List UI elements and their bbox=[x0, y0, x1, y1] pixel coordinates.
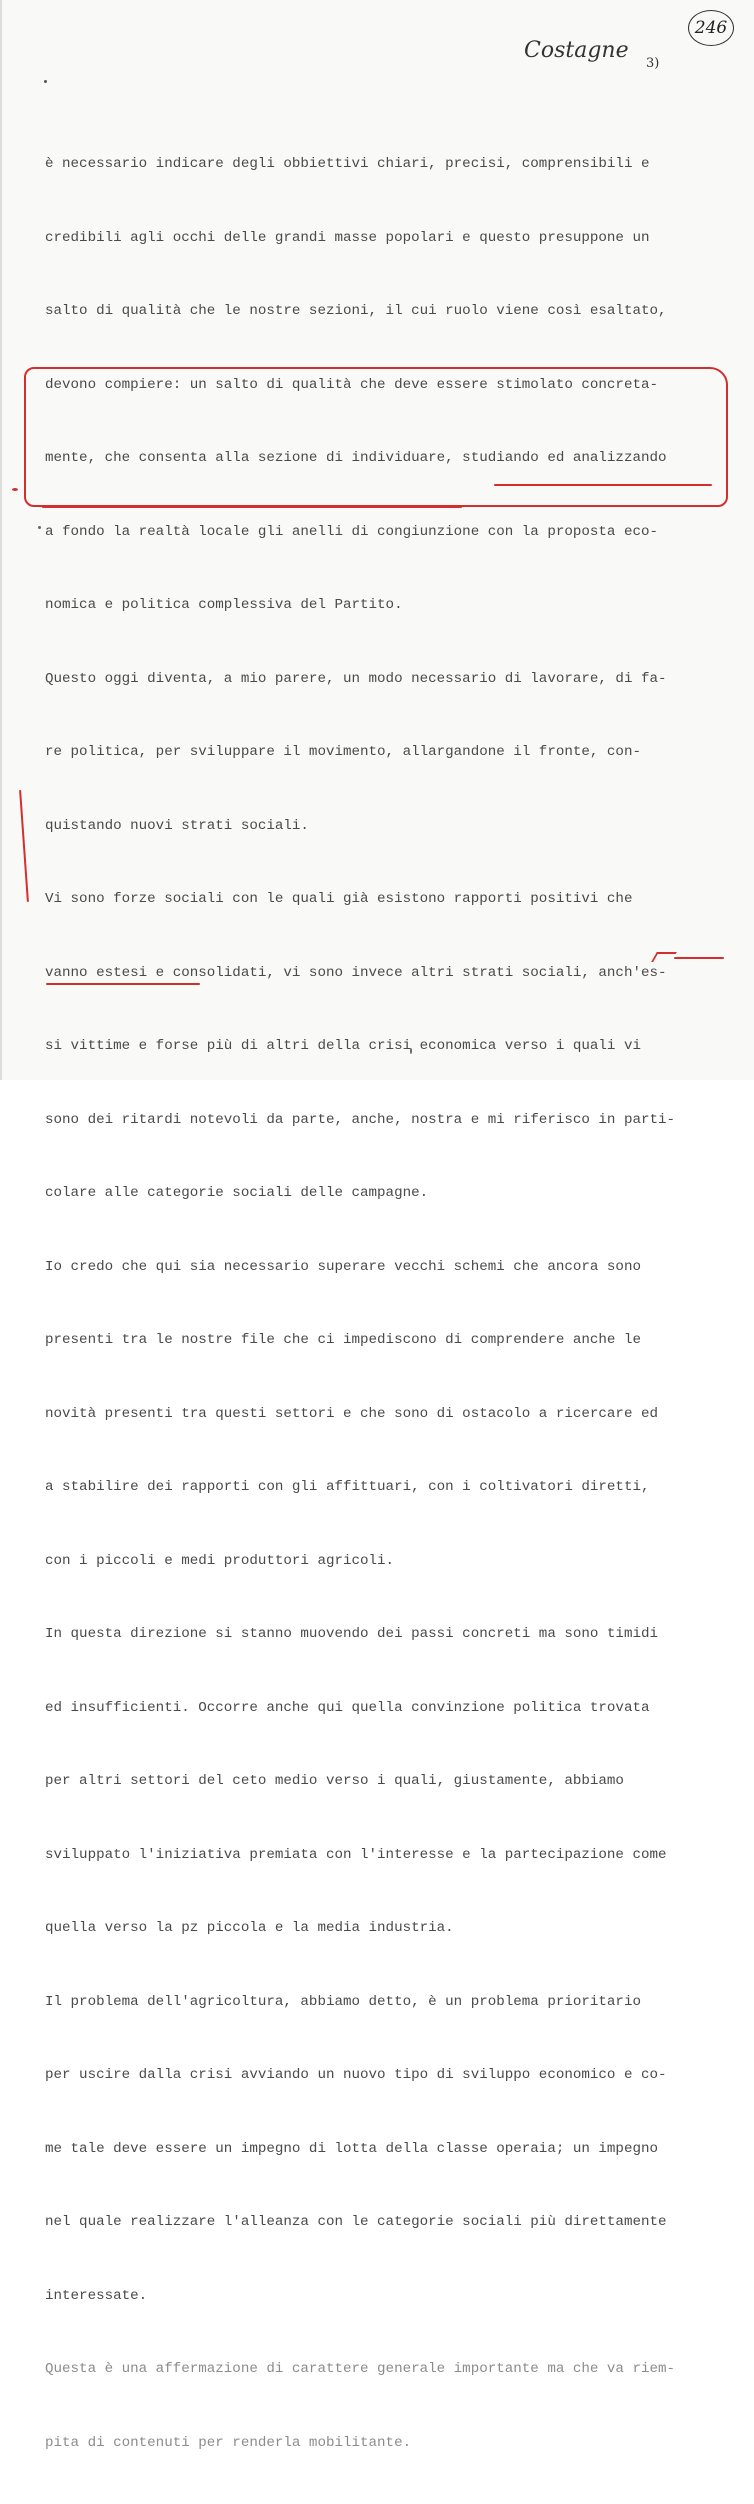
text-line: quistando nuovi strati sociali. bbox=[45, 817, 309, 834]
text-line: colare alle categorie sociali delle campagne. bbox=[45, 1185, 429, 1201]
text-line: sono dei ritardi notevoli da parte, anche, nostra e mi riferisco in parti- bbox=[45, 1111, 676, 1128]
text-line: salto di qualità che le nostre sezioni, il cui ruolo viene così esaltato, bbox=[45, 303, 667, 319]
text-line: con i piccoli e medi produttori agricoli. bbox=[45, 1552, 395, 1569]
handwritten-name: Costagne bbox=[524, 38, 629, 63]
red-stray-mark bbox=[12, 488, 18, 491]
text-line: vanno estesi e consolidati, vi sono invece altri strati sociali, anch'es- bbox=[45, 964, 667, 981]
text-line: nomica e politica complessiva del Partito. bbox=[45, 597, 403, 613]
text-line: per altri settori del ceto medio verso i quali, giustamente, abbiamo bbox=[45, 1773, 624, 1789]
text-line: per uscire dalla crisi avviando un nuovo tipo di sviluppo economico e co- bbox=[45, 2067, 667, 2083]
text-line: a fondo la realtà locale gli anelli di congiunzione con la proposta eco- bbox=[45, 523, 658, 540]
handwritten-section-number: 3) bbox=[646, 56, 660, 71]
page-number-circled: 246 bbox=[688, 10, 734, 46]
text-line: nel quale realizzare l'alleanza con le categorie sociali più direttamente bbox=[45, 2214, 667, 2230]
handwritten-header bbox=[524, 10, 734, 80]
red-margin-line bbox=[19, 790, 29, 902]
text-line: quella verso la pz piccola e la media industria. bbox=[45, 1920, 454, 1936]
text-line: a stabilire dei rapporti con gli affittuari, con i coltivatori diretti, bbox=[45, 1479, 650, 1495]
text-line: Vi sono forze sociali con le quali già esistono rapporti positivi che bbox=[45, 891, 633, 907]
text-line: me tale deve essere un impegno di lotta della classe operaia; un impegno bbox=[45, 2140, 658, 2157]
text-line: è necessario indicare degli obbiettivi chiari, precisi, comprensibili e bbox=[45, 156, 650, 172]
text-line: si vittime e forse più di altri della crisi economica verso i quali vi bbox=[45, 1038, 641, 1054]
text-line: ed insufficienti. Occorre anche qui quella convinzione politica trovata bbox=[45, 1699, 650, 1716]
text-line: devono compiere: un salto di qualità che deve essere stimolato concreta- bbox=[45, 376, 658, 393]
text-line: sviluppato l'iniziativa premiata con l'interesse e la partecipazione come bbox=[45, 1846, 667, 1863]
text-line: interessate. bbox=[45, 2287, 148, 2304]
text-line: Io credo che qui sia necessario superare vecchi schemi che ancora sono bbox=[45, 1258, 641, 1275]
text-line: mente, che consenta alla sezione di individuare, studiando ed analizzando bbox=[45, 450, 667, 466]
text-line: novità presenti tra questi settori e che sono di ostacolo a ricercare ed bbox=[45, 1405, 658, 1422]
text-line-faded: Questa è una affermazione di carattere generale importante ma che va riem- bbox=[45, 2361, 676, 2377]
stray-mark bbox=[44, 80, 47, 83]
text-line-faded: pita di contenuti per renderla mobilitante. bbox=[45, 2434, 412, 2451]
text-line: Il problema dell'agricoltura, abbiamo detto, è un problema prioritario bbox=[45, 1993, 641, 2010]
stray-dot bbox=[38, 526, 41, 529]
typed-body-text bbox=[45, 103, 735, 2504]
text-line: Questo oggi diventa, a mio parere, un modo necessario di lavorare, di fa- bbox=[45, 670, 667, 687]
text-line: re politica, per sviluppare il movimento, allargandone il fronte, con- bbox=[45, 744, 641, 760]
text-line: In questa direzione si stanno muovendo dei passi concreti ma sono timidi bbox=[45, 1626, 658, 1642]
text-line: presenti tra le nostre file che ci impediscono di comprendere anche le bbox=[45, 1332, 641, 1348]
text-line: credibili agli occhi delle grandi masse popolari e questo presuppone un bbox=[45, 229, 650, 246]
